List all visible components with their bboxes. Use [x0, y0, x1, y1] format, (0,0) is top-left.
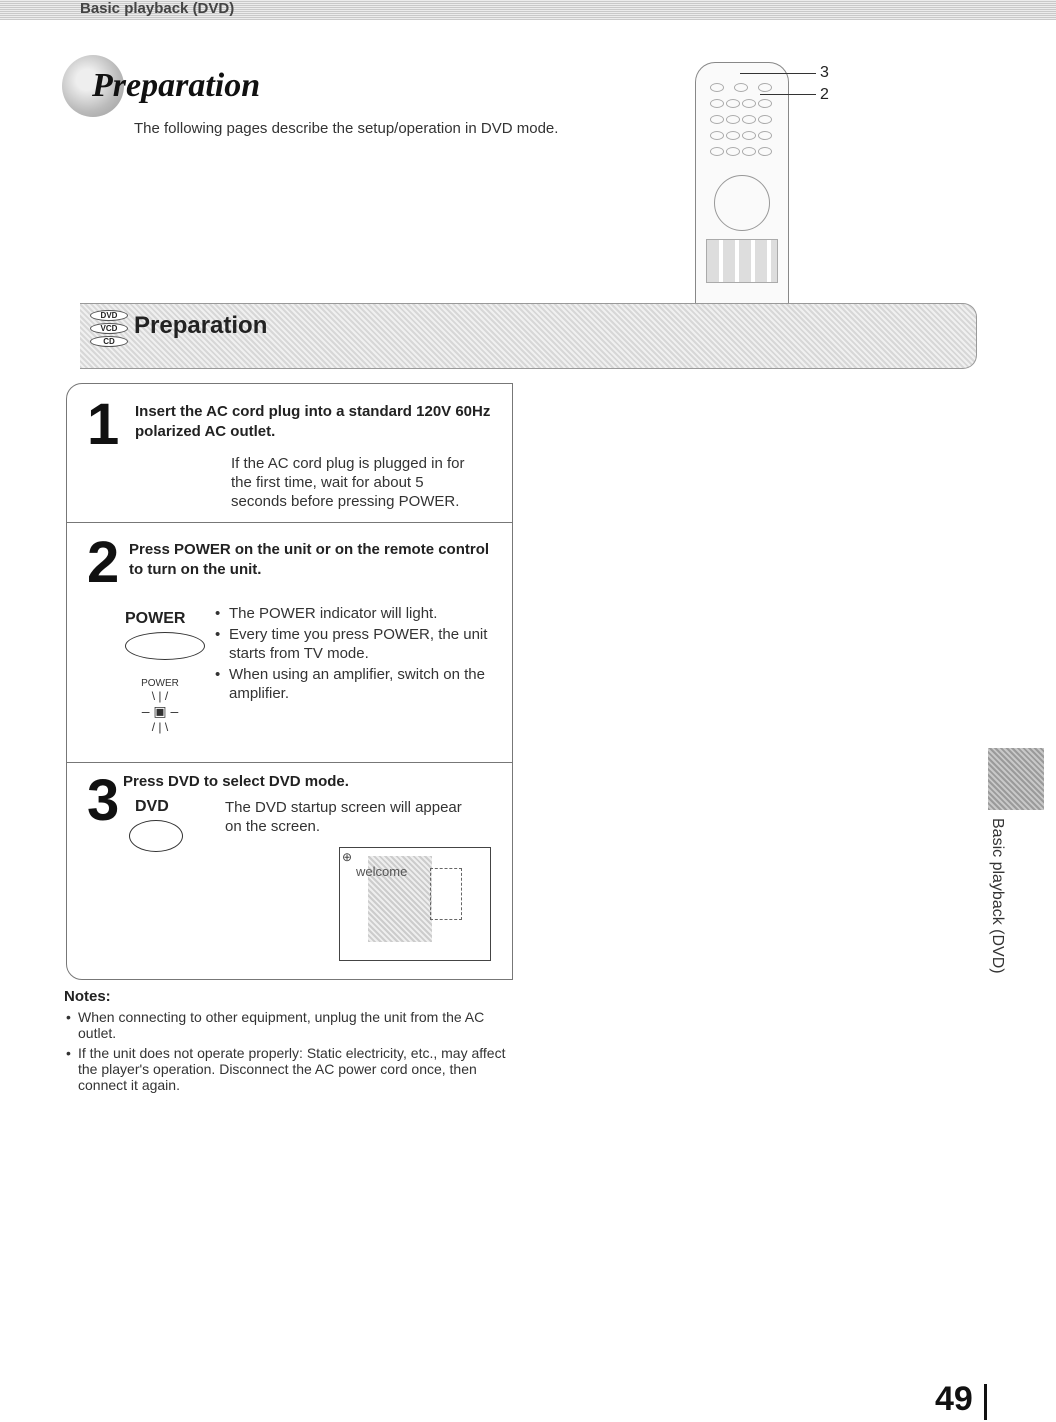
dvd-button-label: DVD	[135, 798, 169, 815]
screen-side-panel	[430, 868, 462, 920]
power-button-label: POWER	[125, 610, 186, 627]
callout-2: 2	[820, 86, 829, 103]
cd-badge: CD	[90, 336, 128, 347]
startup-screen-illustration	[339, 847, 491, 961]
side-tab-label: Basic playback (DVD)	[989, 818, 1006, 974]
step-1-number: 1	[87, 392, 120, 457]
disc-logo-icon: ⊕	[342, 850, 353, 864]
steps-box	[66, 383, 513, 980]
step-divider	[67, 762, 512, 763]
note-item: • When connecting to other equipment, unplug the unit from the AC outlet.	[64, 1009, 514, 1041]
step-2-number: 2	[87, 530, 120, 595]
step-2-heading: Press POWER on the unit or on the remote control to turn on the unit.	[129, 541, 490, 578]
banner-title: Preparation	[134, 312, 268, 339]
step-divider	[67, 522, 512, 523]
section-title: Basic playback (DVD)	[80, 0, 235, 17]
disc-type-badges	[90, 310, 128, 349]
section-banner	[80, 303, 977, 369]
dvd-badge: DVD	[90, 310, 128, 321]
notes-section	[64, 988, 514, 1093]
keypad-icon	[706, 239, 778, 283]
power-button-icon	[125, 632, 205, 660]
page-subtitle: The following pages describe the setup/operation in DVD mode.	[134, 120, 559, 137]
welcome-text: welcome	[356, 864, 408, 879]
callout-3: 3	[820, 64, 829, 81]
power-indicator-icon: POWER \ | / – ▣ – / | \	[141, 678, 179, 734]
page-number-bar	[984, 1384, 987, 1420]
remote-control-illustration	[695, 62, 789, 311]
step-3-number: 3	[87, 768, 120, 833]
top-header-bar	[0, 0, 1056, 20]
page-title: Preparation	[92, 67, 261, 104]
step-1-body: If the AC cord plug is plugged in for the first time, wait for about 5 seconds before pressing POWER.	[231, 455, 465, 510]
step-1-heading: Insert the AC cord plug into a standard 120V 60Hz polarized AC outlet.	[135, 403, 491, 440]
side-tab-marker	[988, 748, 1044, 810]
step-3-body: The DVD startup screen will appear on the screen.	[225, 799, 462, 835]
vcd-badge: VCD	[90, 323, 128, 334]
page-number: 49	[935, 1380, 973, 1418]
dpad-icon	[714, 175, 770, 231]
notes-title: Notes:	[64, 988, 111, 1005]
dvd-button-icon	[129, 820, 183, 852]
step-3-heading: Press DVD to select DVD mode.	[123, 773, 349, 790]
note-item: • If the unit does not operate properly: Static electricity, etc., may affect the player's operation. Disconnect the AC power cord once, then connect it again.	[64, 1045, 514, 1093]
step-2-bullets: • The POWER indicator will light. • Every time you press POWER, the unit starts from TV mode. • When using an amplifier, switch on the amplifier.	[215, 605, 488, 702]
